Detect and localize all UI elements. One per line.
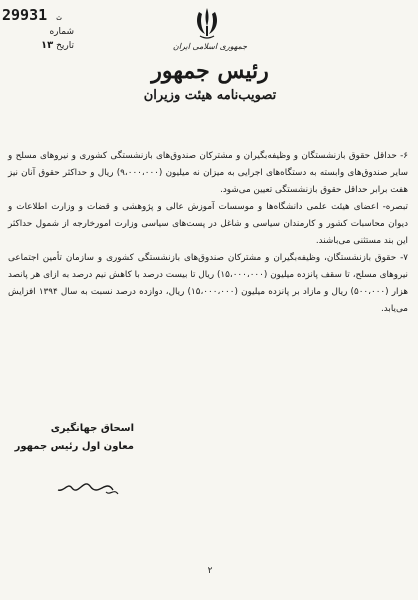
number-label: شماره — [49, 27, 74, 37]
signer-title: معاون اول رئیس جمهور — [14, 441, 134, 452]
document-body — [8, 148, 408, 318]
date-row — [2, 39, 74, 53]
signature-block — [14, 420, 134, 456]
paragraph-7: ۷- حقوق بازنشستگان، وظیفه‌بگیران و مشترکان صندوق‌های بازنشستگی کشوری و سازمان تأمین اجتماعی نیروهای مسلح، تا سقف پانزده میلیون (۱۵،۰۰۰،۰۰۰) ریال تا بیست درصد با کاهش نیم درصد به ازای هر پانصد هزار (۵۰۰،۰۰۰) ریال و مازاد بر پانزده میلیون (۱۵،۰۰۰،۰۰۰) ریال، دوازده درصد نسبت به سال ۱۳۹۴ افزایش می‌یابد. — [8, 253, 409, 314]
iran-emblem-icon — [193, 6, 221, 40]
handwritten-signature — [18, 468, 138, 508]
signer-name: اسحاق جهانگیری — [50, 423, 134, 434]
number-row — [2, 25, 74, 39]
date-label: تاریخ — [56, 41, 74, 51]
office-heading: رئیس جمهور — [151, 58, 269, 84]
paragraph-6: ۶- حداقل حقوق بازنشستگان و وظیفه‌بگیران و مشترکان صندوق‌های بازنشستگی کشوری و نیروهای مسلح و سایر صندوق‌های وابسته به دستگاه‌های اجرایی به میزان نه میلیون (۹،۰۰۰،۰۰۰) ریال و حداکثر حقوق آنان نیز هفت برابر حداقل حقوق بازنشستگی تعیین می‌شود. — [8, 151, 408, 195]
date-value: ۱۳ — [40, 40, 54, 51]
paragraph-note: تبصره- اعضای هیئت علمی دانشگاه‌ها و موسسات آموزش عالی و پژوهشی و قضات و وزارت اطلاعات و دیوان محاسبات کشور و کارمندان سیاسی و شاغل در پست‌های سیاسی وزارت امورخارجه از شمول حداکثر این بند مستثنی می‌باشند. — [8, 202, 408, 246]
republic-heading: جمهوری اسلامی ایران — [172, 42, 248, 51]
letter-number: 29931 ت — [2, 6, 62, 24]
subject-heading: تصویب‌نامه هیئت وزیران — [143, 88, 277, 103]
page-number: ۲ — [207, 566, 213, 576]
letter-meta — [2, 8, 74, 53]
